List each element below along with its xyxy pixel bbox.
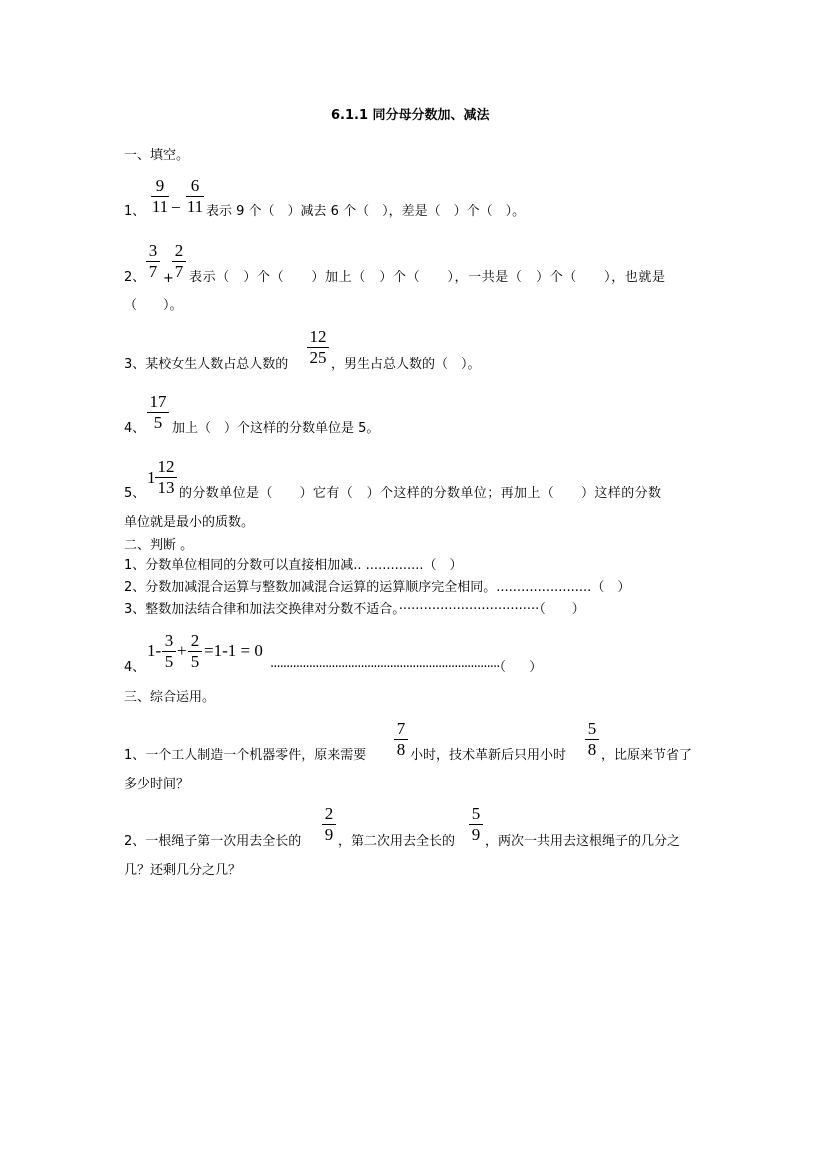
judge-4-fraction-1 [162, 632, 176, 671]
q2-text: 表示（ ）个（ ）加上（ ）个（ ），一共是（ ）个（ ），也就是 [189, 270, 666, 285]
problem-1-text-line2: 多少时间？ [124, 777, 190, 792]
judge-1: 1、分数单位相同的分数可以直接相加减.. ..............（ ） [124, 558, 463, 573]
q5-text-line2: 单位就是最小的质数。 [124, 515, 255, 530]
section-1-heading: 一、填空。 [124, 148, 190, 163]
q5-fraction [155, 458, 177, 497]
judge-3: 3、整数加法结合律和加法交换律对分数不适合。··································（ ） [124, 602, 585, 617]
problem-2-text-a: 2、一根绳子第一次用去全长的 [124, 834, 302, 849]
q4-text: 加上（ ）个这样的分数单位是 5。 [172, 421, 380, 436]
numerator: 3 [148, 241, 158, 260]
numerator: 5 [471, 804, 481, 823]
numerator: 9 [155, 176, 165, 195]
q5-number: 5、 [124, 486, 146, 501]
q5-whole: 1 [147, 468, 156, 487]
denominator: 9 [471, 825, 481, 844]
denominator: 25 [309, 348, 327, 367]
q1-fraction-1 [151, 177, 169, 216]
problem-2-text-c: ，两次一共用去这根绳子的几分之 [485, 834, 681, 849]
q4-number: 4、 [124, 421, 146, 436]
q2-fraction-1 [146, 242, 160, 281]
q2-fraction-2 [172, 242, 186, 281]
denominator: 8 [396, 740, 406, 759]
numerator: 5 [587, 719, 597, 738]
denominator: 8 [587, 740, 597, 759]
judge-2: 2、分数加减混合运算与整数加减混合运算的运算顺序完全相同。.......................（ ） [124, 580, 631, 595]
q3-text-b: ，男生占总人数的（ ）。 [331, 357, 481, 372]
denominator: 5 [164, 652, 174, 671]
judge-4-dots: ·······································································（ ） [270, 660, 542, 675]
problem-1-text-b: 小时，技术革新后只用小时 [410, 748, 567, 763]
q5-text: 的分数单位是（ ）它有（ ）个这样的分数单位；再加上（ ）这样的分数 [179, 486, 662, 501]
q1-minus: − [171, 198, 181, 217]
q2-number: 2、 [124, 270, 146, 285]
judge-4-number: 4、 [124, 660, 146, 675]
q3-text-a: 3、某校女生人数占总人数的 [124, 357, 289, 372]
section-3-heading: 三、综合运用。 [124, 690, 216, 705]
numerator: 7 [396, 719, 406, 738]
denominator: 9 [324, 825, 334, 844]
problem-1-fraction-1 [394, 720, 408, 759]
problem-2-fraction-2 [469, 805, 483, 844]
q1-fraction-2 [186, 177, 204, 216]
numerator: 12 [309, 327, 327, 346]
numerator: 2 [190, 631, 200, 650]
section-2-heading: 二、判断 。 [124, 538, 194, 553]
denominator: 13 [157, 478, 175, 497]
numerator: 2 [324, 804, 334, 823]
judge-4-fraction-2 [188, 632, 202, 671]
judge-4-expr-a: 1- [147, 641, 162, 660]
denominator: 5 [190, 652, 200, 671]
numerator: 3 [164, 631, 174, 650]
numerator: 6 [190, 176, 200, 195]
numerator: 17 [149, 392, 167, 411]
judge-4-expr-b: =1-1 = 0 [204, 641, 263, 660]
page-title: 6.1.1 同分母分数加、减法 [331, 108, 490, 123]
q1-number: 1、 [124, 204, 146, 219]
problem-2-text-b: ，第二次用去全长的 [338, 834, 456, 849]
q2-plus: + [163, 271, 174, 286]
q1-text: 表示 9 个（ ）减去 6 个（ ），差是（ ）个（ ）。 [206, 204, 526, 219]
problem-1-fraction-2 [585, 720, 599, 759]
problem-1-text-c: ，比原来节省了 [601, 748, 693, 763]
judge-4-plus: + [177, 641, 187, 660]
problem-2-text-line2: 几？还剩几分之几？ [124, 863, 242, 878]
denominator: 7 [148, 262, 158, 281]
denominator: 11 [186, 197, 204, 216]
problem-1-text-a: 1、一个工人制造一个机器零件，原来需要 [124, 748, 367, 763]
numerator: 2 [174, 241, 184, 260]
problem-2-fraction-1 [322, 805, 336, 844]
q3-fraction [307, 328, 329, 367]
q4-fraction [147, 393, 169, 432]
q2-text-line2: （ ）。 [124, 298, 183, 313]
numerator: 12 [157, 457, 175, 476]
denominator: 7 [174, 262, 184, 281]
denominator: 5 [153, 413, 163, 432]
denominator: 11 [151, 197, 169, 216]
